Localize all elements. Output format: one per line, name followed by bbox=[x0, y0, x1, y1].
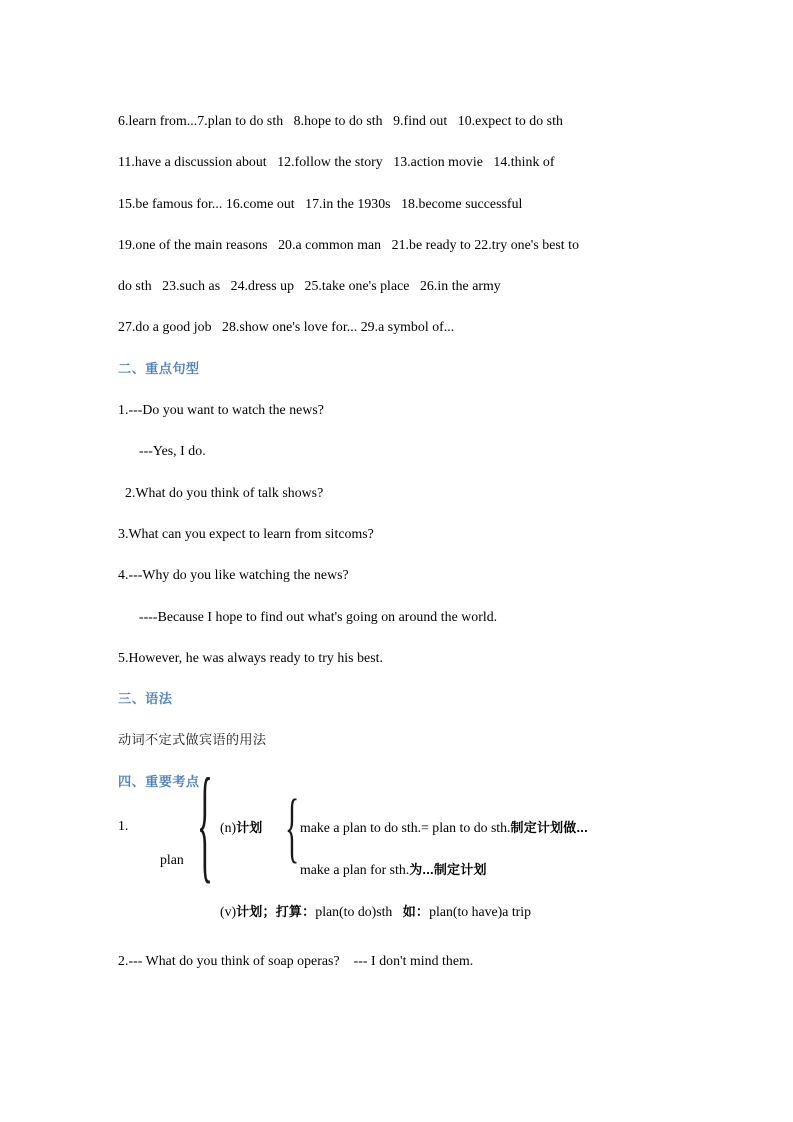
sentence-pattern-line: 3.What can you expect to learn from sitcoms? bbox=[118, 525, 374, 541]
verb-usage-gap bbox=[392, 904, 402, 919]
noun-usage-2-cn: 为...制定计划 bbox=[409, 862, 487, 878]
outer-brace-icon: { bbox=[197, 753, 213, 896]
verb-label-cn: 计划；打算： bbox=[236, 904, 316, 920]
section-heading-sentence-patterns: 二、重点句型 bbox=[118, 360, 200, 376]
sentence-pattern-line: ---Yes, I do. bbox=[139, 443, 206, 459]
noun-usage-row-2 bbox=[300, 859, 487, 878]
noun-usage-2-latin: make a plan for sth. bbox=[300, 862, 410, 878]
verb-usage-cn: 如： bbox=[402, 904, 430, 920]
sentence-pattern-line: 4.---Why do you like watching the news? bbox=[118, 567, 349, 583]
phrase-line: do sth 23.such as 24.dress up 25.take one's place 26.in the army bbox=[118, 278, 501, 294]
sentence-pattern-line: 2.What do you think of talk shows? bbox=[125, 484, 324, 500]
key-point-item-2: 2.--- What do you think of soap operas? --- I don't mind them. bbox=[118, 953, 474, 969]
document-content bbox=[118, 100, 708, 981]
phrase-line: 19.one of the main reasons 20.a common man 21.be ready to 22.try one's best to bbox=[118, 236, 580, 252]
sentence-pattern-line: 5.However, he was always ready to try his best. bbox=[118, 649, 384, 665]
verb-usage-latin-a: plan(to do)sth bbox=[315, 904, 393, 920]
noun-usage-1-cn: 制定计划做... bbox=[510, 820, 588, 836]
verb-usage-row bbox=[220, 901, 531, 920]
grammar-body-text: 动词不定式做宾语的用法 bbox=[118, 732, 267, 748]
noun-label-latin: (n) bbox=[220, 820, 237, 836]
section-heading-key-points: 四、重要考点 bbox=[118, 773, 200, 789]
phrase-line: 11.have a discussion about 12.follow the story 13.action movie 14.think of bbox=[118, 154, 555, 170]
phrase-line: 15.be famous for... 16.come out 17.in the 1930s 18.become successful bbox=[118, 195, 523, 211]
noun-usage-row-1 bbox=[300, 817, 588, 836]
phrase-list bbox=[118, 100, 708, 348]
section-heading-grammar: 三、语法 bbox=[118, 691, 173, 707]
sentence-pattern-line: 1.---Do you want to watch the news? bbox=[118, 402, 324, 418]
verb-label-latin: (v) bbox=[220, 904, 237, 920]
noun-label-cn: 计划 bbox=[236, 820, 263, 836]
sentence-pattern-list bbox=[118, 389, 708, 678]
verb-usage-latin-b: plan(to have)a trip bbox=[429, 904, 531, 920]
phrase-line: 6.learn from...7.plan to do sth 8.hope to do sth 9.find out 10.expect to do sth bbox=[118, 113, 563, 128]
noun-label bbox=[220, 817, 263, 836]
item-number: 1. bbox=[118, 818, 129, 834]
inner-brace-icon: { bbox=[285, 783, 300, 871]
phrase-line: 27.do a good job 28.show one's love for... 29.a symbol of... bbox=[118, 319, 455, 335]
headword-plan: plan bbox=[160, 852, 184, 868]
noun-usage-1-latin: make a plan to do sth.= plan to do sth. bbox=[300, 820, 511, 836]
sentence-pattern-line: ----Because I hope to find out what's going on around the world. bbox=[139, 608, 498, 624]
